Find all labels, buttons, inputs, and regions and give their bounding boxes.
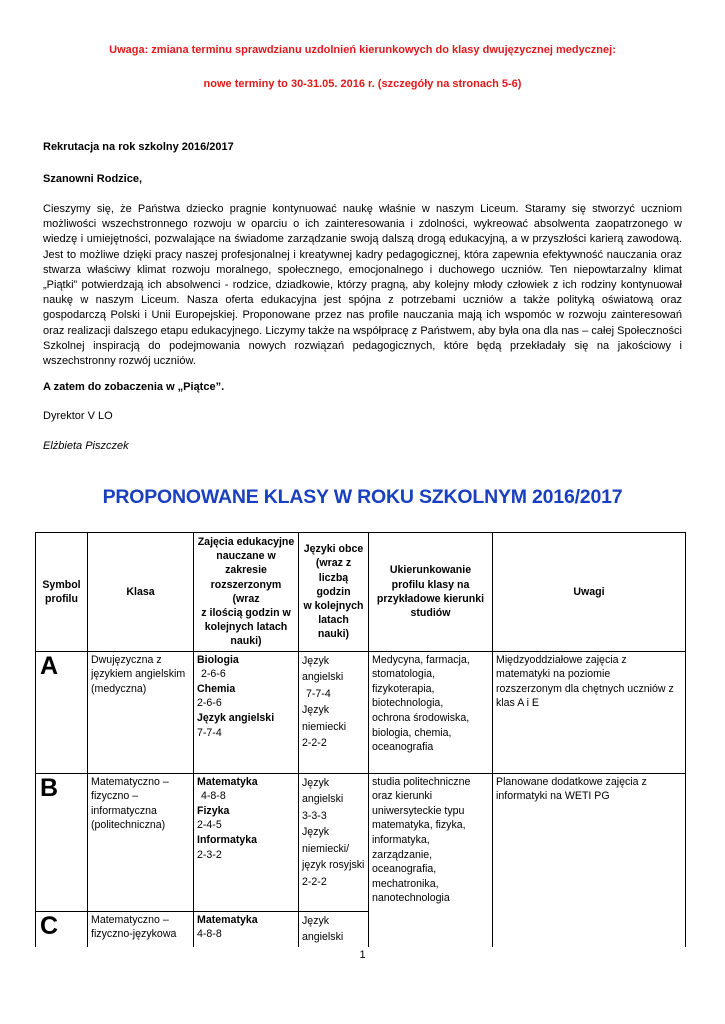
class-name-line: fizyczno-językowa	[91, 928, 177, 941]
profile-symbol: A	[36, 651, 88, 773]
language-line: 7-7-4	[306, 687, 331, 700]
letter-body-line: Jest to możliwe dzięki pracy naszej profesjonalnej i kreatywnej kadry pedagogicznej, która zapewnia efektywność nauczania oraz	[43, 248, 682, 261]
header-zajecia-line: Zajęcia edukacyjne	[197, 536, 295, 548]
letter-greeting: Szanowni Rodzice,	[43, 173, 143, 185]
header-ukierunkowanie	[369, 533, 493, 652]
header-uwagi-line: Uwagi	[573, 585, 605, 598]
subject-hours: 4-8-8	[197, 928, 222, 941]
header-jezyki-line: nauki)	[317, 628, 350, 641]
class-name-line: Dwujęzyczna z	[91, 653, 162, 666]
direction-line: biologia, chemia,	[372, 726, 452, 739]
page-number: 1	[359, 949, 366, 961]
header-symbol-line: Symbol	[42, 578, 81, 591]
class-name	[88, 911, 194, 947]
language-line: Język	[302, 826, 330, 839]
subjects	[194, 911, 299, 947]
note-line: Międzyoddziałowe zajęcia z	[496, 653, 627, 666]
letter-body-line: Szkolnej inspiracją do podejmowania nowych rozwiązań pedagogicznych, które będą przekładały się na jakościowy i	[43, 339, 682, 352]
profile-symbol: B	[36, 773, 88, 911]
languages	[299, 911, 369, 947]
subject-name: Informatyka	[197, 834, 258, 846]
table-row	[36, 911, 686, 947]
header-zajecia-line: z ilością godzin w	[201, 607, 291, 620]
subject-name: Biologia	[197, 653, 239, 666]
letter-title: Rekrutacja na rok szkolny 2016/2017	[43, 141, 234, 153]
class-name-line: (politechniczna)	[91, 819, 166, 832]
header-zajecia	[194, 533, 299, 652]
class-name	[88, 651, 194, 773]
table-row	[36, 773, 686, 911]
class-name-line: informatyczna	[91, 804, 157, 817]
header-zajecia-line: nauki)	[230, 635, 262, 648]
notes	[493, 651, 686, 773]
language-line: Język	[302, 654, 330, 667]
subject-hours: 2-6-6	[197, 697, 222, 710]
header-klasa	[88, 533, 194, 652]
signature-name: Elżbieta Piszczek	[43, 440, 129, 452]
language-line: niemiecki/	[302, 842, 350, 855]
language-line: 2-2-2	[302, 875, 327, 888]
class-name-line: (medyczna)	[91, 682, 147, 695]
header-zajecia-line: kolejnych latach	[204, 621, 288, 634]
language-line: Język	[302, 704, 330, 717]
header-jezyki-line: (wraz z	[315, 557, 352, 570]
language-line: angielski	[302, 793, 344, 806]
header-ukierunkowanie-line: studiów	[410, 607, 451, 620]
direction-line: fizykoterapia,	[372, 682, 435, 695]
class-name-line: językiem angielskim	[91, 668, 186, 681]
language-line: niemiecki	[302, 720, 347, 733]
languages	[299, 773, 369, 911]
language-line: angielski	[302, 931, 344, 944]
header-symbol	[36, 533, 88, 652]
subject-name: Fizyka	[197, 804, 230, 817]
letter-body-line: wszechstronny rozwój uczniów.	[43, 355, 196, 368]
language-line: Język	[302, 914, 330, 927]
direction-line: stomatologia,	[372, 668, 436, 681]
subject-hours: 2-4-5	[197, 819, 222, 832]
direction-line: oraz kierunki	[372, 790, 433, 803]
direction-line: mechatronika,	[372, 877, 439, 890]
subjects	[194, 773, 299, 911]
letter-body-line: stwarza właściwy klimat rozwoju moralnego, społecznego, emocjonalnego i duchowego uczniów. Ten niepowtarzalny klimat	[43, 263, 682, 276]
header-jezyki-line: Języki obce	[303, 543, 364, 556]
profile-symbol: C	[36, 911, 88, 947]
header-zajecia-line: zakresie	[225, 564, 267, 577]
header-zajecia-line: rozszerzonym (wraz	[210, 578, 282, 605]
direction-line: zarządzanie,	[372, 848, 433, 861]
note-line: matematyki na poziomie	[496, 668, 611, 681]
letter-body	[43, 202, 682, 369]
signature-role: Dyrektor V LO	[43, 410, 113, 422]
section-heading: PROPONOWANE KLASY W ROKU SZKOLNYM 2016/2017	[102, 486, 623, 508]
class-name-line: Matematyczno –	[91, 775, 169, 788]
subjects	[194, 651, 299, 773]
direction-line: informatyka,	[372, 834, 430, 846]
letter-body-line: gospodarczą Polski i Unii Europejskiej. Proponowane przez nas profile nauczania mają ich wspomóc w rozwoju zainteresowań	[43, 309, 682, 322]
direction-line: Medycyna, farmacja,	[372, 653, 470, 666]
classes-table	[35, 532, 686, 947]
class-name	[88, 773, 194, 911]
table-row	[36, 651, 686, 773]
language-line: język rosyjski	[302, 859, 365, 872]
class-name-line: fizyczno –	[91, 790, 139, 803]
language-line: Język	[302, 776, 330, 789]
letter-body-line: wiedzę i umiejętności, pozwalające na świadome zarządzanie swoją dalszą drogą edukacyjną, a w przyszłości karierą zawodową.	[43, 233, 682, 246]
header-zajecia-line: nauczane w	[216, 550, 276, 563]
language-line: 3-3-3	[302, 809, 327, 822]
header-jezyki	[299, 533, 369, 652]
header-ukierunkowanie-line: przykładowe kierunki	[376, 592, 485, 605]
header-jezyki-line: latach	[318, 614, 349, 627]
direction-line: oceanografia,	[372, 863, 437, 876]
letter-body-line: Cieszymy się, że Państwa dziecko pragnie kontynuować naukę właśnie w naszym Liceum. Staramy się stworzyć uczniom	[43, 203, 682, 215]
subject-name: Matematyka	[197, 913, 258, 926]
note-line: Planowane dodatkowe zajęcia z	[496, 775, 647, 788]
notes	[493, 773, 686, 911]
subject-name: Język angielski	[197, 712, 275, 724]
header-ukierunkowanie-line: profilu klasy na	[391, 578, 470, 591]
direction-line: uniwersyteckie typu	[372, 804, 465, 817]
header-uwagi	[493, 533, 686, 652]
direction-line: oceanografia	[372, 741, 434, 754]
subject-hours: 2-6-6	[201, 668, 226, 681]
letter-body-line: naukę w naszym Liceum. Nasza oferta edukacyjna jest spójna z potrzebami uczniów a także polityką oświatową oraz	[43, 294, 682, 307]
subject-name: Matematyka	[197, 775, 258, 788]
note-line: klas A i E	[496, 697, 539, 710]
header-ukierunkowanie-line: Ukierunkowanie	[389, 564, 472, 577]
subject-hours: 2-3-2	[197, 848, 222, 861]
notice-line-2: nowe terminy to 30-31.05. 2016 r. (szczegóły na stronach 5-6)	[203, 78, 522, 90]
direction-line: studia politechniczne	[372, 775, 471, 788]
note-line: informatyki na WETI PG	[496, 790, 610, 803]
subject-hours: 7-7-4	[197, 726, 222, 739]
direction-line: matematyka, fizyka,	[372, 819, 466, 832]
subject-hours: 4-8-8	[201, 790, 226, 803]
header-jezyki-line: w kolejnych	[303, 599, 364, 612]
letter-closing: A zatem do zobaczenia w „Piątce”.	[43, 381, 225, 393]
letter-body-line: „Piątki” potwierdzają ich absolwenci - rodzice, dziadkowie, którzy pragną, aby kolejny młody człowiek z ich rodziny kontynuował	[43, 279, 682, 292]
header-klasa-line: Klasa	[126, 585, 155, 598]
header-symbol-line: profilu	[45, 592, 78, 605]
direction-line: ochrona środowiska,	[372, 712, 470, 724]
study-directions	[369, 911, 493, 947]
direction-line: biotechnologia,	[372, 697, 444, 710]
language-line: 2-2-2	[302, 737, 327, 750]
notes	[493, 911, 686, 947]
header-jezyki-line: liczbą godzin	[316, 571, 351, 598]
class-name-line: Matematyczno –	[91, 913, 169, 926]
study-directions	[369, 651, 493, 773]
study-directions	[369, 773, 493, 911]
direction-line: nanotechnologia	[372, 892, 450, 905]
languages	[299, 651, 369, 773]
subject-name: Chemia	[197, 682, 236, 695]
language-line: angielski	[302, 671, 344, 684]
note-line: rozszerzonym dla chętnych uczniów z	[496, 682, 674, 695]
letter-body-line: oraz realizacji dalszego etapu edukacyjnego. Liczymy także na współpracę z Państwem, aby była ona dla nas – całej Społeczności	[43, 324, 682, 337]
notice-line-1: Uwaga: zmiana terminu sprawdzianu uzdolnień kierunkowych do klasy dwujęzycznej medycznej:	[109, 44, 616, 56]
letter-body-line: możliwości wszechstronnego rozwoju w oparciu o ich zainteresowania i zdolności, wykreować absolwenta zaopatrzonego w	[43, 218, 682, 231]
